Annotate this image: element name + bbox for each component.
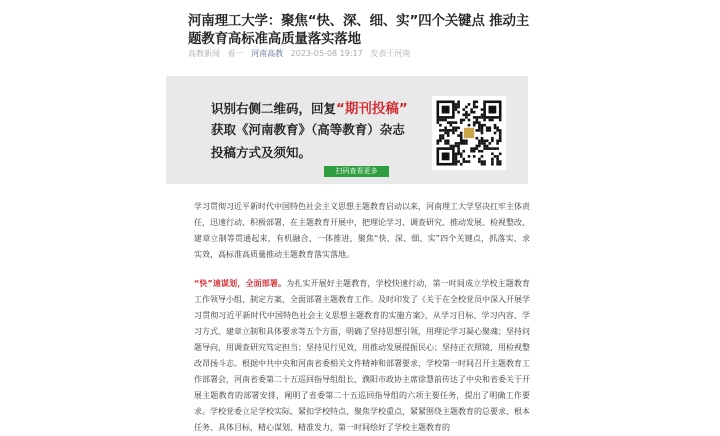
submission-banner[interactable] xyxy=(166,76,528,184)
paragraph-2-body: 为扎实开展好主题教育，学校快速行动，第一时间成立学校主题教育工作领导小组、制定方案，全面部署主题教育工作。及时印发了《关于在全校党员中深入开展学习贯彻习近平新时代中国特色社会主义思想主题教育的实施方案》，从学习目标、学习内容、学习方式、建章立制和具体要求等五个方面，明确了坚持思想引领，用理论学习凝心聚魂；坚持问题导向，用调查研究笃定担当；坚持见行见效，用推动发展提振民心；坚持正衣照镜，用检视整改昂扬斗志。根据中共中央和河南省委相关文件精神和部署要求，学校第一时间召开主题教育工作部署会，河南省委第二十五巡回指导组组长、濮阳市政协主席徐慧前传达了中央和省委关于开展主题教育的部署安排，阐明了省委第二十五巡回指导组的六项主要任务，提出了明确工作要求。学校党委立足学校实际、紧扣学校特点、聚焦学校重点，紧紧围绕主题教育的总要求、根本任务、具体目标，精心谋划、精准发力，第一时间绘好了学校主题教育的 xyxy=(194,279,531,432)
paragraph-1: 学习贯彻习近平新时代中国特色社会主义思想主题教育启动以来，河南理工大学坚决扛牢主体责任，迅速行动、积极部署，在主题教育开展中，把理论学习、调查研究、推动发展、检视整改、建章立制等贯通起来，有机融合、一体推进，聚焦“快、深、细、实”四个关键点，抓落实、求实效，高标准高质量推动主题教育落实落地。 xyxy=(194,202,530,259)
banner-line-3: 投稿方式及须知。 xyxy=(211,145,312,160)
banner-line-1 xyxy=(211,97,408,117)
paragraph-2 xyxy=(194,276,530,436)
account-link[interactable]: 河南高教 xyxy=(251,49,284,58)
qr-code-icon[interactable] xyxy=(432,96,506,170)
banner-line-1-text: 识别右侧二维码，回复 xyxy=(211,101,337,116)
paragraph-2-lead: “快”速谋划，全面部署。 xyxy=(194,279,287,288)
meta-location: 发表于河南 xyxy=(370,49,411,58)
scan-more-button[interactable]: 扫码查看更多 xyxy=(324,166,389,177)
article-meta xyxy=(188,48,410,59)
meta-datetime: 2023-05-08 19:17 xyxy=(290,49,363,58)
meta-views: 看一 xyxy=(227,49,244,58)
article-title: 河南理工大学：聚焦“快、深、细、实”四个关键点 推动主题教育高标准高质量落实落地 xyxy=(188,13,530,47)
meta-source: 高教新闻 xyxy=(188,49,220,58)
banner-highlight: “期刊投稿” xyxy=(336,101,408,117)
banner-line-2: 获取《河南教育》（高等教育）杂志 xyxy=(211,122,405,137)
